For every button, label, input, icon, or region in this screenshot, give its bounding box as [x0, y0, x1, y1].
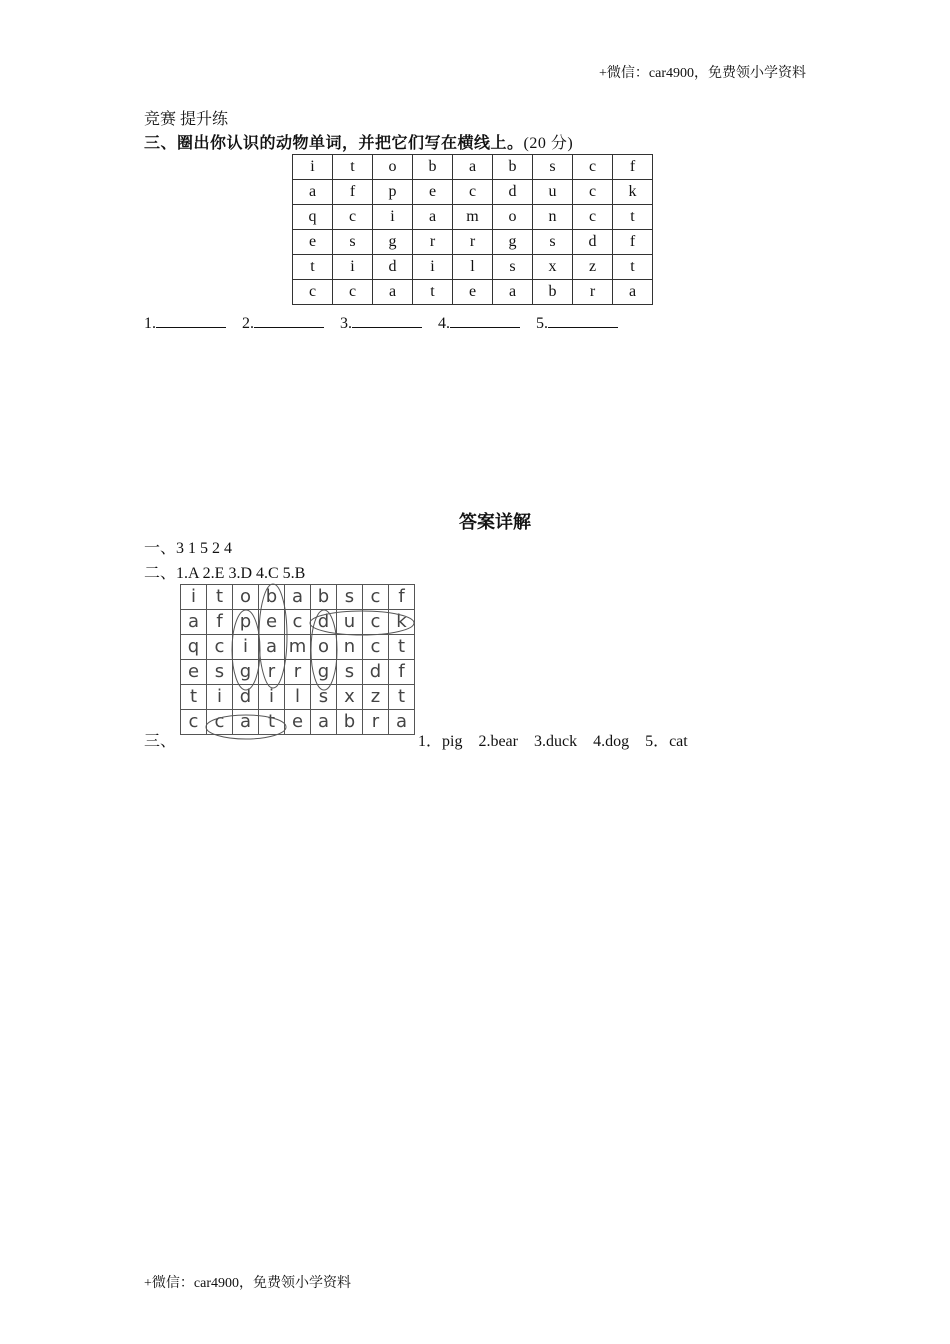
answer-grid-cell: d — [311, 610, 337, 635]
grid-row — [293, 230, 653, 255]
grid-cell[interactable]: r — [413, 230, 453, 255]
grid-cell[interactable]: f — [613, 155, 653, 180]
grid-cell[interactable]: i — [373, 205, 413, 230]
grid-cell[interactable]: i — [293, 155, 333, 180]
answer-grid-cell: f — [389, 660, 415, 685]
grid-cell[interactable]: e — [453, 280, 493, 305]
grid-cell[interactable]: b — [533, 280, 573, 305]
letter-grid — [292, 154, 653, 305]
answer-grid-cell: o — [233, 585, 259, 610]
grid-cell[interactable]: t — [293, 255, 333, 280]
grid-cell[interactable]: e — [293, 230, 333, 255]
grid-cell[interactable]: q — [293, 205, 333, 230]
answer-grid-cell: k — [389, 610, 415, 635]
answer-grid-cell: c — [207, 635, 233, 660]
grid-cell[interactable]: t — [333, 155, 373, 180]
answer-grid-cell: x — [337, 685, 363, 710]
grid-cell[interactable]: u — [533, 180, 573, 205]
answers-line-2: 二、1.A 2.E 3.D 4.C 5.B — [144, 565, 306, 582]
grid-cell[interactable]: s — [533, 230, 573, 255]
grid-cell[interactable]: l — [453, 255, 493, 280]
answer-grid-cell: b — [337, 710, 363, 735]
grid-cell[interactable]: m — [453, 205, 493, 230]
question-text: 三、圈出你认识的动物单词，并把它们写在横线上。 — [144, 133, 524, 152]
answer-grid-cell: r — [285, 660, 311, 685]
answer-grid-cell: l — [285, 685, 311, 710]
answer-grid-cell: e — [259, 610, 285, 635]
blank-4[interactable]: 4. — [438, 312, 520, 333]
answer-grid-row — [181, 685, 415, 710]
grid-cell[interactable]: i — [333, 255, 373, 280]
grid-cell[interactable]: b — [413, 155, 453, 180]
answer-grid-cell: s — [337, 660, 363, 685]
answer-grid-cell: a — [233, 710, 259, 735]
answer-grid-cell: f — [207, 610, 233, 635]
answer-grid-cell: t — [389, 635, 415, 660]
answer-grid-cell: c — [181, 710, 207, 735]
answer-grid-cell: b — [259, 585, 285, 610]
answer-grid-cell: a — [311, 710, 337, 735]
answer-grid-cell: s — [207, 660, 233, 685]
answer-grid-cell: c — [363, 635, 389, 660]
grid-cell[interactable]: c — [333, 205, 373, 230]
answer-grid-cell: t — [389, 685, 415, 710]
answer-blanks — [144, 312, 618, 333]
answer-grid-cell: i — [181, 585, 207, 610]
grid-cell[interactable]: x — [533, 255, 573, 280]
answer-grid-row — [181, 635, 415, 660]
answer-grid-cell: i — [207, 685, 233, 710]
grid-cell[interactable]: r — [573, 280, 613, 305]
answer-grid-cell: a — [285, 585, 311, 610]
grid-cell[interactable]: d — [573, 230, 613, 255]
grid-cell[interactable]: o — [493, 205, 533, 230]
answer-grid-cell: c — [207, 710, 233, 735]
answer-grid-cell: t — [207, 585, 233, 610]
grid-cell[interactable]: i — [413, 255, 453, 280]
answer-grid-cell: t — [181, 685, 207, 710]
grid-cell[interactable]: d — [373, 255, 413, 280]
answer-grid-cell: r — [259, 660, 285, 685]
answer-grid-cell: s — [337, 585, 363, 610]
answer-grid-cell: q — [181, 635, 207, 660]
header-note: +微信：car4900，免费领小学资料 — [599, 66, 806, 81]
answer-grid-cell: a — [181, 610, 207, 635]
blank-3[interactable]: 3. — [340, 312, 422, 333]
grid-cell[interactable]: r — [453, 230, 493, 255]
grid-row — [293, 155, 653, 180]
grid-row — [293, 180, 653, 205]
grid-cell[interactable]: z — [573, 255, 613, 280]
answer-letter-grid — [180, 584, 415, 735]
answer-grid-cell: i — [233, 635, 259, 660]
grid-cell[interactable]: s — [333, 230, 373, 255]
answer-grid-cell: g — [311, 660, 337, 685]
answer-grid-cell: t — [259, 710, 285, 735]
answer-grid-cell: a — [259, 635, 285, 660]
answer-grid-cell: d — [363, 660, 389, 685]
grid-cell[interactable]: p — [373, 180, 413, 205]
grid-cell[interactable]: e — [413, 180, 453, 205]
answer-grid-cell: c — [363, 585, 389, 610]
grid-row — [293, 205, 653, 230]
blank-1[interactable]: 1. — [144, 312, 226, 333]
question-points: (20 分) — [523, 135, 574, 152]
grid-cell[interactable]: s — [493, 255, 533, 280]
grid-cell[interactable]: o — [373, 155, 413, 180]
answer-grid-cell: f — [389, 585, 415, 610]
answer-grid-cell: m — [285, 635, 311, 660]
grid-cell[interactable]: t — [413, 280, 453, 305]
grid-cell[interactable]: a — [413, 205, 453, 230]
grid-cell[interactable]: b — [493, 155, 533, 180]
grid-cell[interactable]: a — [493, 280, 533, 305]
answer-grid-cell: o — [311, 635, 337, 660]
blank-2[interactable]: 2. — [242, 312, 324, 333]
answer-grid-cell: e — [285, 710, 311, 735]
answers-line-3-label: 三、 — [144, 733, 177, 750]
grid-cell[interactable]: f — [333, 180, 373, 205]
answer-grid-cell: n — [337, 635, 363, 660]
blank-5[interactable]: 5. — [536, 312, 618, 333]
answers-title: 答案详解 — [459, 512, 531, 533]
grid-cell[interactable]: t — [613, 205, 653, 230]
grid-cell[interactable]: c — [573, 155, 613, 180]
answer-grid-cell: u — [337, 610, 363, 635]
grid-row — [293, 255, 653, 280]
grid-cell[interactable]: n — [533, 205, 573, 230]
answer-grid-cell: a — [389, 710, 415, 735]
grid-cell[interactable]: c — [453, 180, 493, 205]
answer-grid-cell: r — [363, 710, 389, 735]
grid-cell[interactable]: a — [453, 155, 493, 180]
grid-cell[interactable]: k — [613, 180, 653, 205]
answer-grid-cell: d — [233, 685, 259, 710]
answers-line-1: 一、3 1 5 2 4 — [144, 540, 233, 557]
grid-cell[interactable]: a — [373, 280, 413, 305]
answer-grid-cell: p — [233, 610, 259, 635]
grid-cell[interactable]: a — [613, 280, 653, 305]
answer-grid-cell: z — [363, 685, 389, 710]
answer-grid-cell: c — [363, 610, 389, 635]
grid-cell[interactable]: f — [613, 230, 653, 255]
section-title: 竞赛 提升练 — [144, 111, 229, 128]
answer-grid-cell: s — [311, 685, 337, 710]
answer-grid-row — [181, 710, 415, 735]
answer-grid-cell: i — [259, 685, 285, 710]
answer-grid-row — [181, 585, 415, 610]
answer-grid-cell: e — [181, 660, 207, 685]
grid-cell[interactable]: d — [493, 180, 533, 205]
grid-cell[interactable]: c — [573, 180, 613, 205]
answer-grid-cell: b — [311, 585, 337, 610]
grid-cell[interactable]: s — [533, 155, 573, 180]
grid-cell[interactable]: c — [573, 205, 613, 230]
grid-row — [293, 280, 653, 305]
grid-cell[interactable]: t — [613, 255, 653, 280]
grid-cell[interactable]: c — [293, 280, 333, 305]
answer-grid-cell: g — [233, 660, 259, 685]
grid-cell[interactable]: c — [333, 280, 373, 305]
grid-cell[interactable]: g — [373, 230, 413, 255]
question-title — [144, 130, 573, 153]
footer-note: +微信：car4900，免费领小学资料 — [144, 1276, 351, 1291]
answer-grid-cell: c — [285, 610, 311, 635]
answer-grid-row — [181, 660, 415, 685]
answers-line-3: 1．pig 2.bear 3.duck 4.dog 5．cat — [418, 733, 688, 750]
answer-grid-row — [181, 610, 415, 635]
grid-cell[interactable]: g — [493, 230, 533, 255]
answer-grid — [180, 584, 415, 735]
grid-cell[interactable]: a — [293, 180, 333, 205]
